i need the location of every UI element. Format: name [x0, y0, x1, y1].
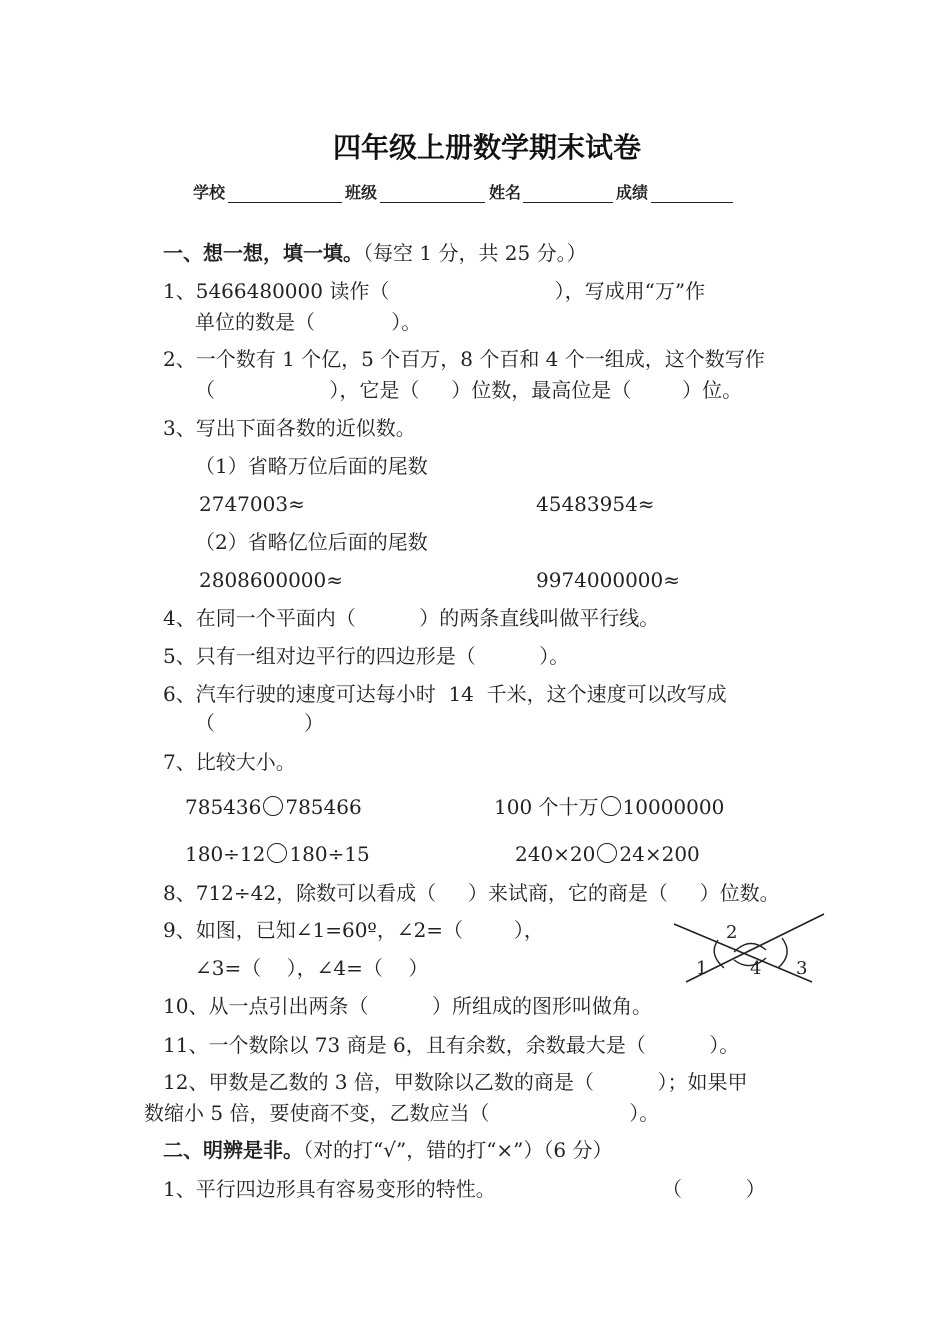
question-9-line2: ∠3=（ ），∠4=（ ）	[195, 956, 429, 980]
score-label: 成绩	[616, 183, 649, 202]
question-7: 7、比较大小。	[163, 750, 296, 774]
compare-4-left: 240×20	[515, 842, 596, 866]
question-3: 3、写出下面各数的近似数。	[163, 416, 416, 440]
question-2-line1: 2、一个数有 1 个亿，5 个百万，8 个百和 4 个一组成，这个数写作	[163, 347, 765, 371]
section2-note: （对的打“√”，错的打“×”）（6 分）	[303, 1138, 613, 1162]
question-8: 8、712÷42，除数可以看成（ ）来试商，它的商是（ ）位数。	[163, 881, 780, 905]
compare-2	[494, 796, 724, 817]
question-6-line1: 6、汽车行驶的速度可达每小时 14 千米，这个速度可以改写成	[163, 682, 727, 706]
question-1-line1: 1、5466480000 读作（ ），写成用“万”作	[163, 279, 706, 303]
compare-2-right: 10000000	[622, 795, 725, 819]
compare-circle[interactable]	[267, 843, 287, 863]
angle-label-4: 4	[750, 958, 762, 979]
question-3-sub1-left: 2747003≈	[199, 492, 305, 516]
section1-heading: 一、想一想，填一填。	[163, 241, 363, 265]
judge-answer-1[interactable]: （ ）	[662, 1177, 766, 1201]
page-title: 四年级上册数学期末试卷	[333, 131, 642, 164]
question-9-line1: 9、如图，已知∠1=60º，∠2=（ ），	[163, 918, 544, 942]
question-11: 11、一个数除以 73 商是 6，且有余数，余数最大是（ ）。	[163, 1033, 740, 1057]
section1-heading-row	[163, 243, 587, 263]
question-3-sub2: （2）省略亿位后面的尾数	[195, 530, 428, 554]
question-3-sub2-left: 2808600000≈	[199, 568, 344, 592]
name-label: 姓名	[489, 183, 522, 202]
angle-arc-3	[778, 938, 787, 968]
judge-question-1: 1、平行四边形具有容易变形的特性。	[163, 1177, 496, 1201]
compare-circle[interactable]	[263, 796, 283, 816]
name-field[interactable]	[523, 186, 613, 203]
compare-2-left: 100 个十万	[494, 795, 599, 819]
score-field[interactable]	[651, 186, 733, 203]
question-10: 10、从一点引出两条（ ）所组成的图形叫做角。	[163, 994, 653, 1018]
question-5: 5、只有一组对边平行的四边形是（ ）。	[163, 644, 570, 668]
section2-heading: 二、明辨是非。	[163, 1138, 303, 1162]
compare-3-left: 180÷12	[185, 842, 266, 866]
diagram-line-a	[674, 924, 812, 982]
question-2-line2: （ ），它是（ ）位数，最高位是（ ）位。	[195, 378, 743, 402]
compare-3-right: 180÷15	[289, 842, 370, 866]
question-3-sub1: （1）省略万位后面的尾数	[195, 454, 428, 478]
school-field[interactable]	[228, 186, 342, 203]
question-6-line2: （ ）	[195, 711, 325, 735]
class-field[interactable]	[380, 186, 485, 203]
compare-4-right: 24×200	[619, 842, 700, 866]
compare-4	[515, 843, 700, 864]
question-3-sub1-right: 45483954≈	[536, 492, 655, 516]
class-label: 班级	[345, 183, 378, 202]
school-label: 学校	[193, 183, 226, 202]
section1-note: （每空 1 分，共 25 分。）	[363, 241, 587, 265]
angle-label-3: 3	[796, 958, 808, 979]
section2-heading-row	[163, 1140, 612, 1160]
angle-label-1: 1	[696, 958, 708, 979]
compare-circle[interactable]	[601, 796, 621, 816]
compare-1-right: 785466	[285, 795, 362, 819]
compare-1-left: 785436	[185, 795, 262, 819]
compare-1	[185, 796, 362, 817]
compare-circle[interactable]	[597, 843, 617, 863]
question-12-line1: 12、甲数是乙数的 3 倍，甲数除以乙数的商是（ ）；如果甲	[163, 1070, 748, 1094]
question-3-sub2-right: 9974000000≈	[536, 568, 681, 592]
angle-diagram	[670, 910, 830, 985]
question-4: 4、在同一个平面内（ ）的两条直线叫做平行线。	[163, 606, 660, 630]
question-1-line2: 单位的数是（ ）。	[195, 310, 422, 334]
question-12-line2: 数缩小 5 倍，要使商不变，乙数应当（ ）。	[144, 1101, 660, 1125]
compare-3	[185, 843, 370, 864]
angle-label-2: 2	[726, 922, 738, 943]
